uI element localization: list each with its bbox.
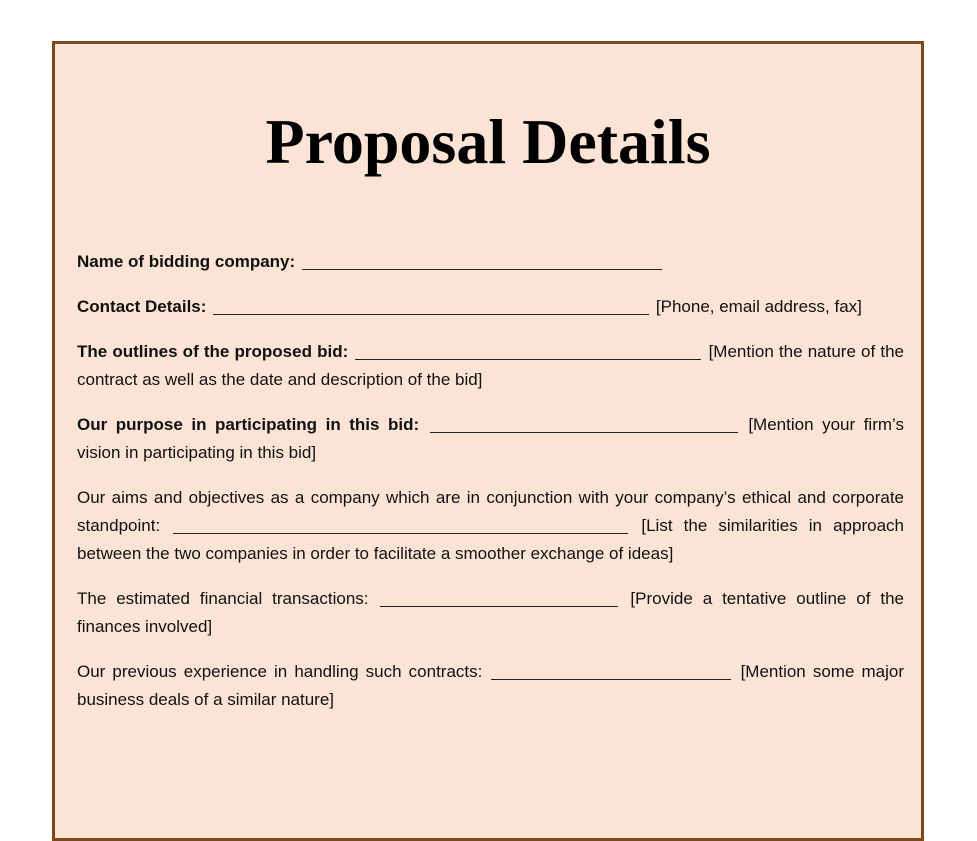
field-hint: [Phone, email address, fax] — [655, 297, 862, 316]
field-purpose — [77, 411, 904, 467]
field-label: The outlines of the proposed bid: — [77, 342, 349, 361]
field-bidding-company — [77, 248, 904, 276]
blank-line-purpose[interactable] — [430, 414, 738, 433]
field-hint: [List the similarities in approach between the two companies in order to facilitate a smoother exchange of ideas] — [77, 516, 904, 563]
field-previous-experience — [77, 658, 904, 714]
blank-line-financial-transactions[interactable] — [380, 588, 618, 607]
field-label: The estimated financial transactions: — [77, 589, 369, 608]
document-page — [52, 41, 924, 841]
field-contact-details — [77, 293, 904, 321]
field-aims-objectives — [77, 484, 904, 568]
document-title: Proposal Details — [265, 106, 711, 177]
field-hint: [Mention your firm’s vision in participating in this bid] — [77, 415, 904, 462]
field-hint: [Mention some major business deals of a similar nature] — [77, 662, 905, 709]
field-label: Our aims and objectives as a company which are in conjunction with your company’s ethical and corporate standpoint: — [77, 488, 904, 535]
field-label: Our previous experience in handling such contracts: — [77, 662, 483, 681]
blank-line-bidding-company[interactable] — [302, 251, 662, 270]
blank-line-aims-objectives[interactable] — [173, 515, 628, 534]
field-proposed-bid-outline — [77, 338, 904, 394]
field-hint: [Mention the nature of the contract as well as the date and description of the bid] — [77, 342, 905, 389]
blank-line-previous-experience[interactable] — [491, 661, 731, 680]
blank-line-contact-details[interactable] — [213, 296, 649, 315]
field-label: Name of bidding company: — [77, 252, 296, 271]
field-financial-transactions — [77, 585, 904, 641]
field-label: Contact Details: — [77, 297, 207, 316]
blank-line-proposed-bid[interactable] — [355, 341, 701, 360]
field-hint: [Provide a tentative outline of the finances involved] — [77, 589, 905, 636]
field-label: Our purpose in participating in this bid: — [77, 415, 420, 434]
proposal-form — [77, 248, 904, 731]
